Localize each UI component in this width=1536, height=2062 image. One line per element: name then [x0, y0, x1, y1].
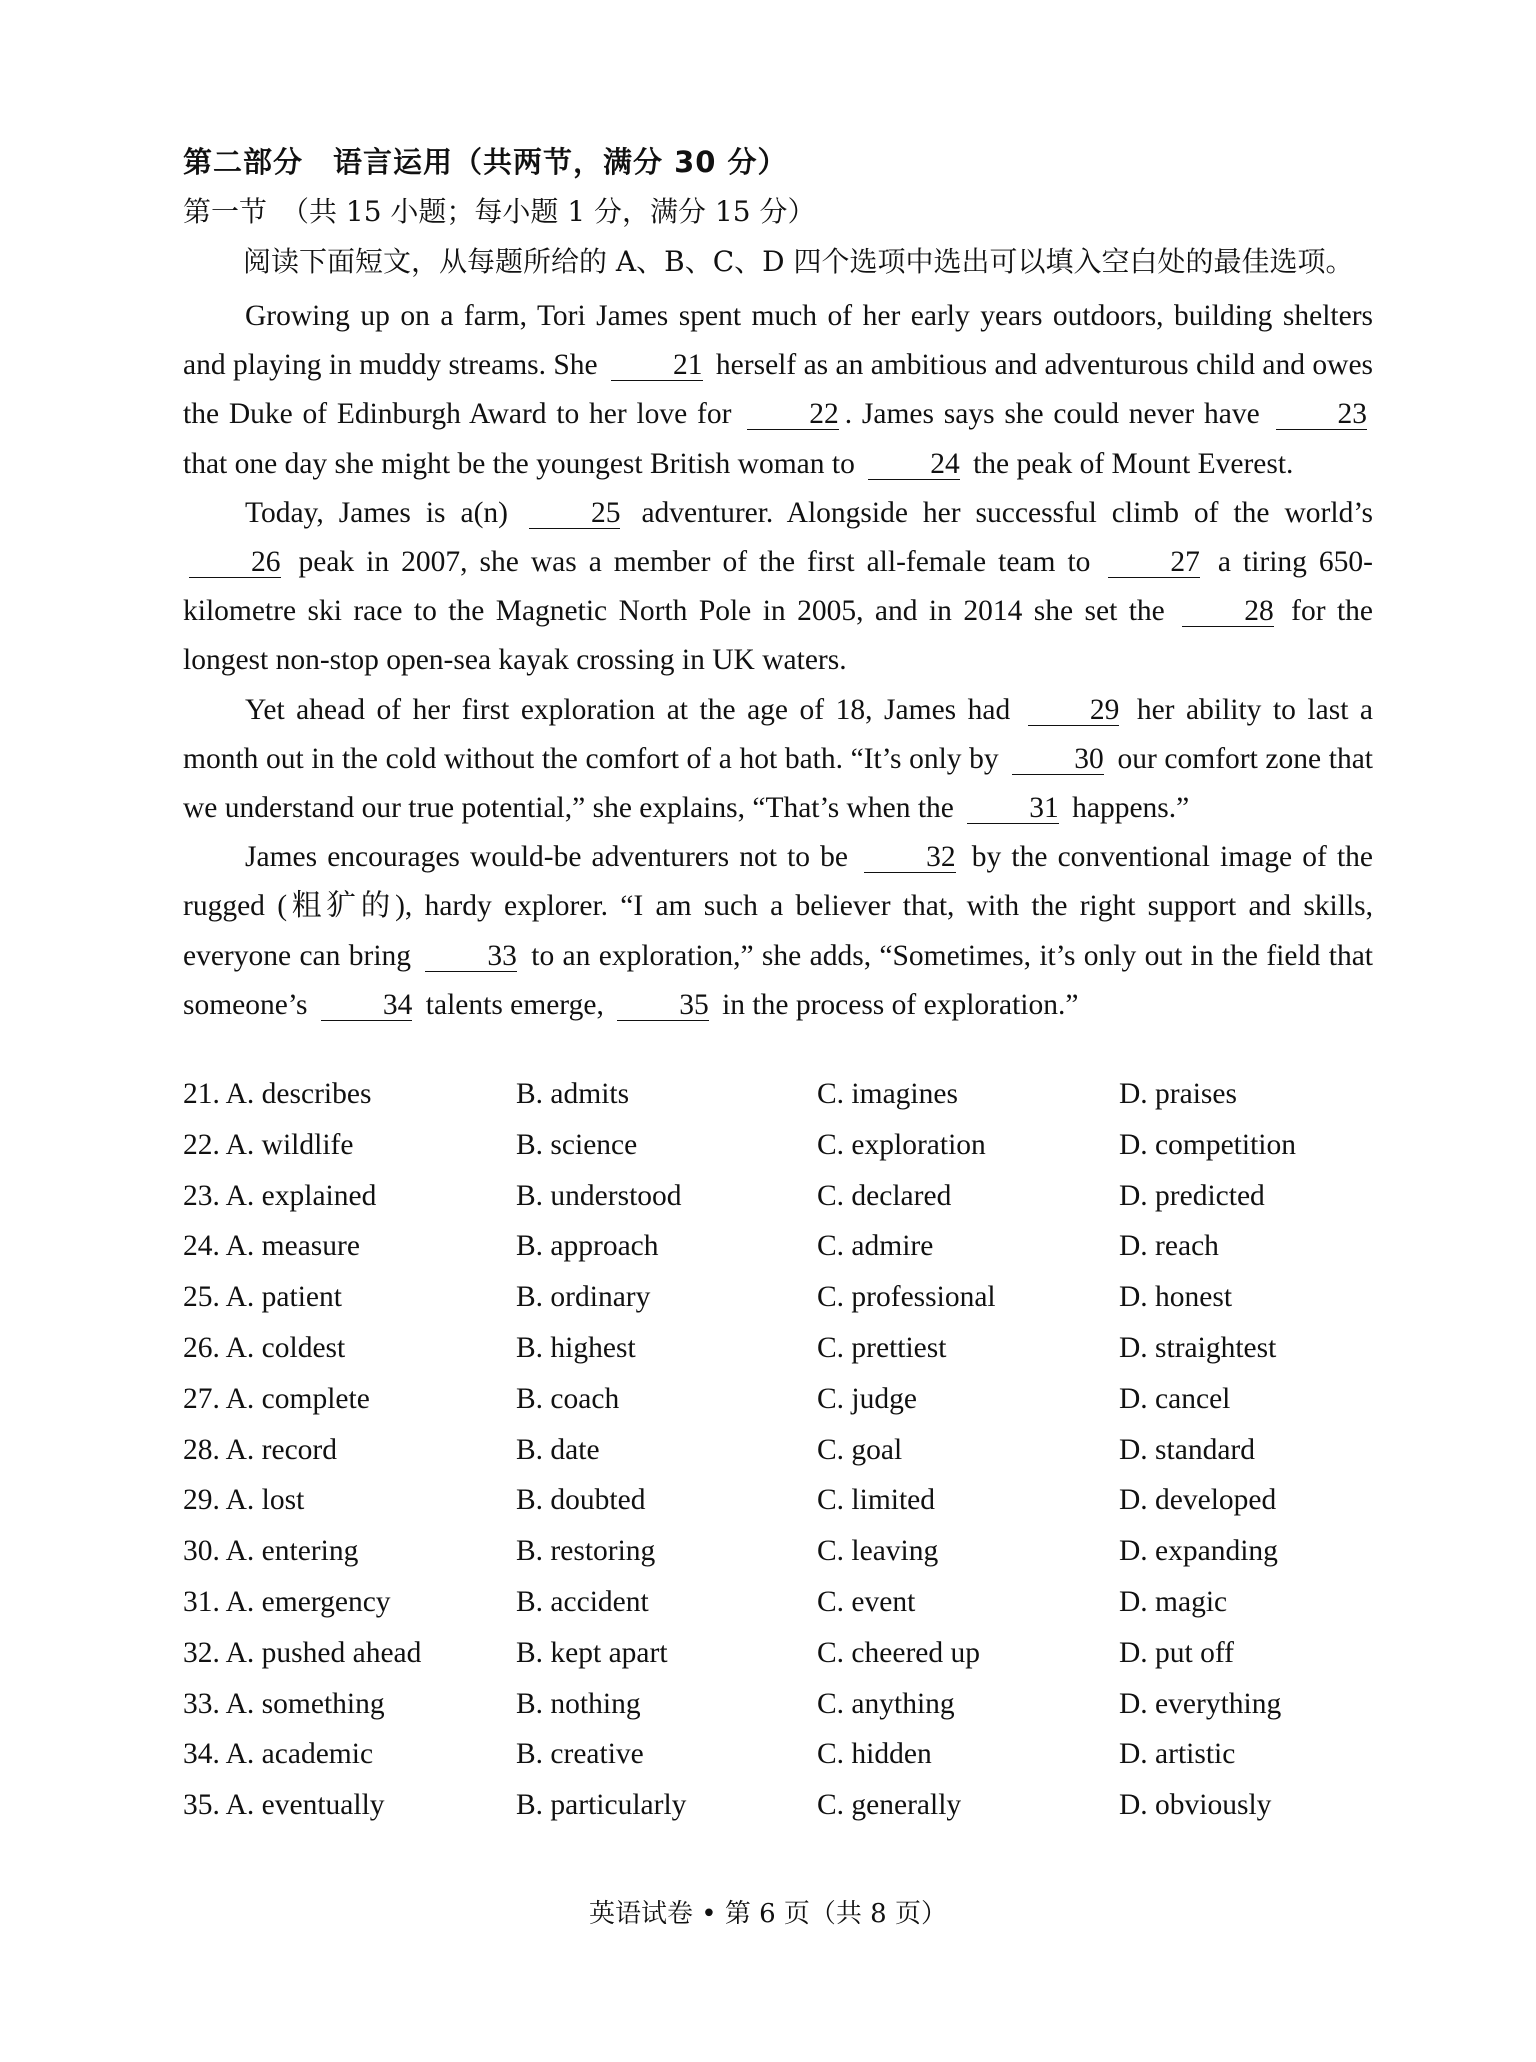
cloze-passage	[183, 292, 1373, 1030]
option-b: B. creative	[516, 1738, 644, 1771]
option-c: C. prettiest	[817, 1331, 947, 1364]
passage-text: Growing up on a farm, Tori James spent much of her early years outdoors, building shelters and playing in muddy streams. She	[183, 300, 1373, 382]
option-c: C. judge	[817, 1382, 917, 1415]
blank-29: 29	[1028, 695, 1120, 726]
option-a: 22. A. wildlife	[183, 1128, 354, 1161]
option-d: D. obviously	[1119, 1789, 1272, 1822]
option-c: C. cheered up	[817, 1636, 980, 1669]
passage-text: . James says she could never have	[844, 398, 1260, 431]
passage-text: in the process of exploration.”	[722, 988, 1079, 1021]
option-c: C. leaving	[817, 1535, 939, 1568]
option-c: C. anything	[817, 1687, 955, 1720]
option-b: B. accident	[516, 1585, 649, 1618]
passage-text: happens.”	[1072, 792, 1190, 825]
passage-text: for the longest non-stop open-sea kayak crossing in UK waters.	[183, 595, 1374, 677]
option-a: 31. A. emergency	[183, 1585, 391, 1618]
blank-23: 23	[1276, 399, 1368, 430]
answer-options	[183, 1078, 1383, 1840]
option-d: D. competition	[1119, 1128, 1296, 1161]
passage-text: adventurer. Alongside her successful climb of the world’s	[641, 496, 1374, 529]
option-row	[183, 1230, 1383, 1281]
option-c: C. goal	[817, 1433, 903, 1466]
option-b: B. approach	[516, 1230, 659, 1263]
section-title: 第二部分 语言运用（共两节，满分 30 分）	[183, 145, 788, 179]
option-d: D. artistic	[1119, 1738, 1236, 1771]
passage-text: Yet ahead of her first exploration at the age of 18, James had	[245, 693, 1011, 726]
blank-27: 27	[1108, 547, 1200, 578]
blank-28: 28	[1182, 596, 1274, 627]
passage-text: by the conventional image of the rugged (粗犷的), hardy explorer. “I am such a believer that, with the right support and skills, everyone can bring	[183, 841, 1374, 972]
option-b: B. restoring	[516, 1535, 656, 1568]
blank-24: 24	[868, 449, 960, 480]
passage-text: her ability to last a month out in the cold without the comfort of a hot bath. “It’s only by	[183, 693, 1374, 775]
option-row	[183, 1281, 1383, 1332]
option-a: 28. A. record	[183, 1433, 338, 1466]
option-row	[183, 1078, 1383, 1129]
option-d: D. magic	[1119, 1585, 1228, 1618]
option-a: 35. A. eventually	[183, 1789, 385, 1822]
option-row	[183, 1586, 1383, 1637]
option-row	[183, 1383, 1383, 1434]
option-a: 21. A. describes	[183, 1078, 372, 1110]
option-b: B. ordinary	[516, 1281, 651, 1314]
option-c: C. hidden	[817, 1738, 932, 1771]
blank-21: 21	[611, 350, 703, 381]
option-d: D. cancel	[1119, 1382, 1231, 1415]
passage-text: that one day she might be the youngest British woman to	[183, 447, 855, 480]
option-d: D. expanding	[1119, 1535, 1278, 1568]
blank-32: 32	[864, 842, 956, 873]
option-a: 32. A. pushed ahead	[183, 1636, 422, 1669]
option-row	[183, 1637, 1383, 1688]
option-d: D. honest	[1119, 1281, 1233, 1314]
blank-33: 33	[425, 941, 517, 972]
instruction-text: 阅读下面短文，从每题所给的 A、B、C、D 四个选项中选出可以填入空白处的最佳选项。	[243, 245, 1354, 278]
option-d: D. everything	[1119, 1687, 1282, 1720]
passage-text: herself as an ambitious and adventurous child and owes the Duke of Edinburgh Award to her love for	[183, 349, 1374, 431]
passage-text: to an exploration,” she adds, “Sometimes, it’s only out in the field that someone’s	[183, 939, 1373, 1021]
blank-35: 35	[617, 990, 709, 1021]
option-b: B. coach	[516, 1382, 620, 1415]
option-b: B. date	[516, 1433, 600, 1466]
option-d: D. praises	[1119, 1078, 1237, 1110]
option-c: C. exploration	[817, 1128, 986, 1161]
paragraph-2	[183, 489, 1373, 686]
option-row	[183, 1332, 1383, 1383]
option-row	[183, 1129, 1383, 1180]
option-c: C. event	[817, 1585, 916, 1618]
blank-31: 31	[967, 793, 1059, 824]
option-row	[183, 1484, 1383, 1535]
option-a: 26. A. coldest	[183, 1331, 346, 1364]
option-d: D. reach	[1119, 1230, 1219, 1263]
page-footer: 英语试卷 • 第 6 页（共 8 页）	[588, 1899, 947, 1929]
option-c: C. professional	[817, 1281, 996, 1314]
option-b: B. doubted	[516, 1484, 646, 1517]
option-d: D. straightest	[1119, 1331, 1277, 1364]
option-b: B. understood	[516, 1179, 682, 1212]
blank-25: 25	[529, 498, 621, 529]
passage-text: James encourages would-be adventurers not to be	[245, 841, 849, 874]
option-a: 24. A. measure	[183, 1230, 360, 1263]
option-a: 27. A. complete	[183, 1382, 370, 1415]
option-c: C. admire	[817, 1230, 934, 1263]
paragraph-3	[183, 686, 1373, 834]
option-b: B. nothing	[516, 1687, 641, 1720]
option-row	[183, 1535, 1383, 1586]
option-d: D. put off	[1119, 1636, 1234, 1669]
option-a: 25. A. patient	[183, 1281, 342, 1314]
blank-34: 34	[321, 990, 413, 1021]
blank-26: 26	[189, 547, 281, 578]
option-a: 23. A. explained	[183, 1179, 377, 1212]
option-d: D. standard	[1119, 1433, 1255, 1466]
option-b: B. admits	[516, 1078, 630, 1110]
blank-30: 30	[1012, 744, 1104, 775]
passage-text: peak in 2007, she was a member of the first all-female team to	[298, 546, 1091, 579]
option-row	[183, 1738, 1383, 1789]
option-a: 34. A. academic	[183, 1738, 374, 1771]
option-d: D. developed	[1119, 1484, 1277, 1517]
passage-text: a tiring 650-kilometre ski race to the Magnetic North Pole in 2005, and in 2014 she set the	[183, 546, 1373, 628]
paragraph-4	[183, 833, 1373, 1030]
option-row	[183, 1434, 1383, 1485]
option-a: 33. A. something	[183, 1687, 385, 1720]
option-c: C. imagines	[817, 1078, 958, 1110]
option-row	[183, 1180, 1383, 1231]
blank-22: 22	[747, 399, 839, 430]
option-b: B. particularly	[516, 1789, 687, 1822]
option-c: C. limited	[817, 1484, 935, 1517]
passage-text: our comfort zone that we understand our true potential,” she explains, “That’s when the	[183, 742, 1373, 825]
option-b: B. highest	[516, 1331, 636, 1364]
option-c: C. generally	[817, 1789, 962, 1822]
passage-text: the peak of Mount Everest.	[973, 447, 1294, 480]
option-c: C. declared	[817, 1179, 952, 1212]
option-row	[183, 1789, 1383, 1840]
passage-text: Today, James is a(n)	[245, 496, 508, 529]
passage-text: talents emerge,	[425, 988, 604, 1021]
option-b: B. kept apart	[516, 1636, 668, 1669]
subsection-title: 第一节 （共 15 小题；每小题 1 分，满分 15 分）	[183, 195, 816, 228]
paragraph-1	[183, 292, 1373, 489]
option-a: 29. A. lost	[183, 1484, 305, 1517]
option-row	[183, 1688, 1383, 1739]
option-a: 30. A. entering	[183, 1535, 359, 1568]
option-d: D. predicted	[1119, 1179, 1265, 1212]
option-b: B. science	[516, 1128, 638, 1161]
